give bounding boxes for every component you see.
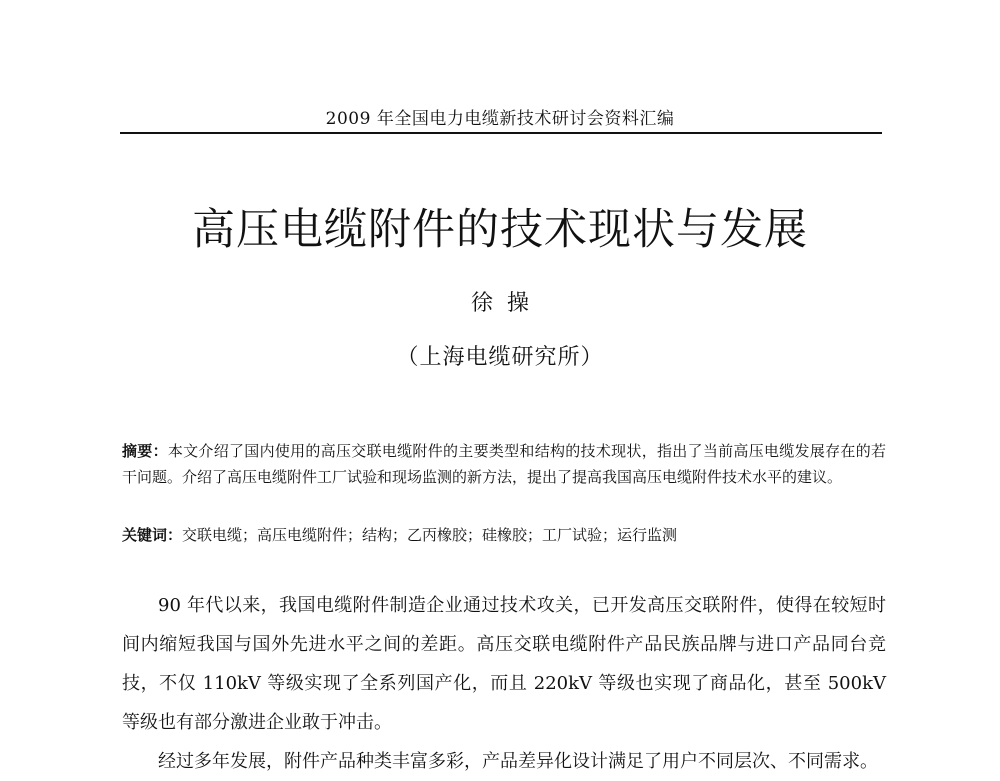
abstract — [122, 438, 886, 490]
body-paragraph: 90 年代以来，我国电缆附件制造企业通过技术攻关，已开发高压交联附件，使得在较短时间内缩短我国与国外先进水平之间的差距。高压交联电缆附件产品民族品牌与进口产品同台竞技，不仅 110kV 等级实现了全系列国产化，而且 220kV 等级也实现了商品化，甚至 500kV 等级也有部分激进企业敢于冲击。 — [122, 595, 886, 733]
keywords-label: 关键词： — [122, 526, 183, 544]
author-affiliation: （上海电缆研究所） — [396, 345, 604, 370]
header-rule — [120, 132, 882, 134]
abstract-text: 本文介绍了国内使用的高压交联电缆附件的主要类型和结构的技术现状，指出了当前高压电缆发展存在的若干问题。介绍了高压电缆附件工厂试验和现场监测的新方法，提出了提高我国高压电缆附件技术水平的建议。 — [122, 442, 886, 486]
running-header: 2009 年全国电力电缆新技术研讨会资料汇编 — [325, 109, 675, 129]
keywords-text: 交联电缆；高压电缆附件；结构；乙丙橡胶；硅橡胶；工厂试验；运行监测 — [182, 526, 678, 544]
keywords — [122, 522, 886, 548]
paper-title: 高压电缆附件的技术现状与发展 — [192, 205, 808, 255]
author-name: 徐操 — [470, 291, 543, 316]
body-paragraph: 经过多年发展，附件产品种类丰富多彩，产品差异化设计满足了用户不同层次、不同需求。 — [158, 751, 878, 772]
abstract-label: 摘要： — [122, 442, 168, 460]
body-text — [122, 586, 886, 781]
